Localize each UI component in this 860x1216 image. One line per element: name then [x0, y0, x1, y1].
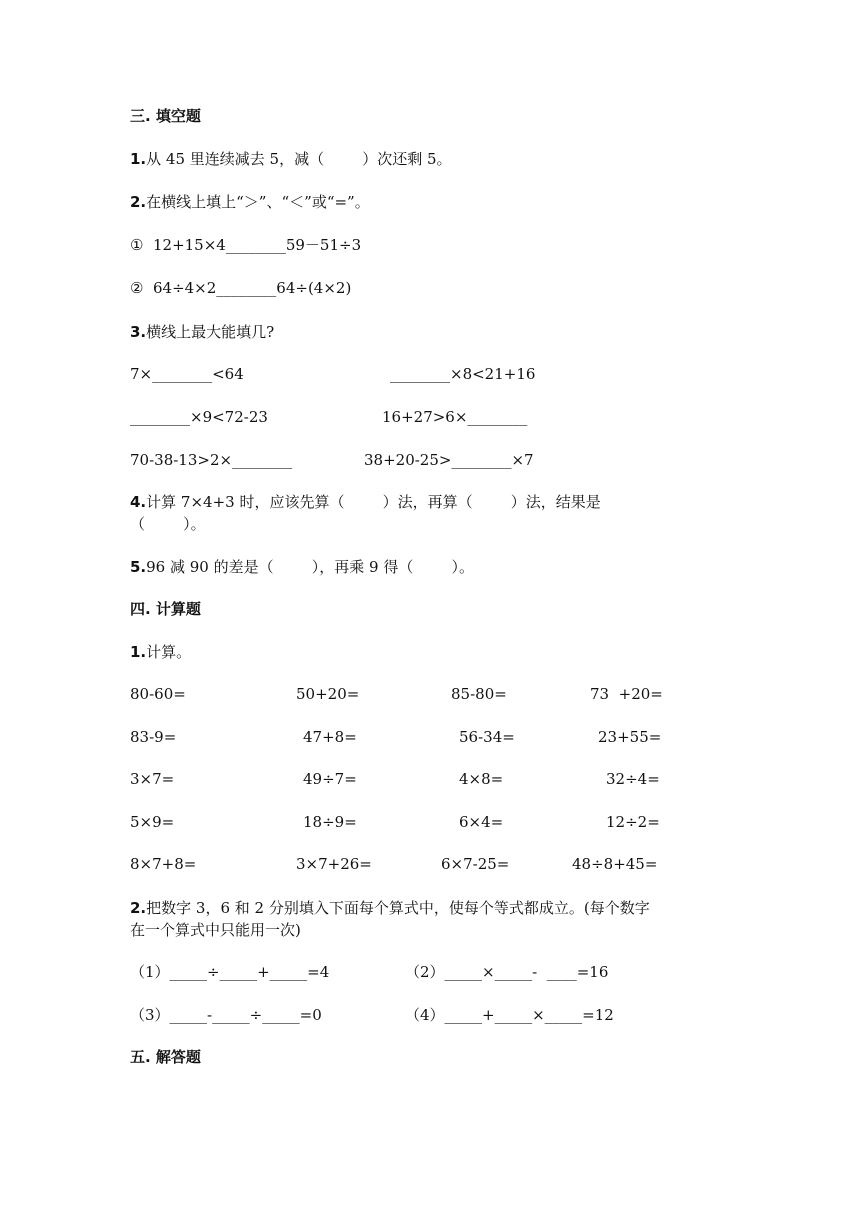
question-text: 在横线上填上“＞”、“＜”或“=”。 [146, 193, 370, 211]
calc-item: 18÷9= [303, 813, 357, 831]
calc-item: 3×7+26= [296, 855, 372, 873]
equation-item: （3）_____-_____÷_____=0 [130, 1006, 322, 1024]
equation-item: （4）_____+_____×_____=12 [405, 1006, 614, 1024]
calc-item: 49÷7= [303, 770, 357, 788]
question-3-2 [130, 192, 370, 212]
question-number: 2. [130, 193, 147, 211]
calc-item: 12÷2= [606, 813, 660, 831]
fill-item: 7×________<64 [130, 365, 244, 383]
calc-item: 3×7= [130, 770, 175, 788]
question-4-2-line2: 在一个算式中只能用一次) [130, 921, 301, 939]
question-4-2 [130, 898, 650, 918]
question-text: 计算。 [146, 643, 192, 661]
calc-item: 73 +20= [590, 685, 663, 703]
calc-item: 56-34= [459, 728, 515, 746]
fill-item: ________×9<72-23 [130, 408, 268, 426]
question-number: 1. [130, 150, 147, 168]
calc-item: 50+20= [296, 685, 360, 703]
question-text: 横线上最大能填几? [146, 323, 275, 341]
question-number: 4. [130, 493, 147, 511]
question-3-1 [130, 149, 452, 169]
calc-item: 32÷4= [606, 770, 660, 788]
question-3-4 [130, 492, 601, 512]
question-text: 96 减 90 的差是（ ），再乘 9 得（ ）。 [146, 558, 474, 576]
calc-item: 8×7+8= [130, 855, 197, 873]
question-text: 从 45 里连续减去 5，减（ ）次还剩 5。 [146, 150, 452, 168]
calc-item: 23+55= [598, 728, 662, 746]
question-4-1 [130, 642, 191, 662]
calc-item: 80-60= [130, 685, 186, 703]
calc-item: 48÷8+45= [572, 855, 658, 873]
equation-item: （2）_____×_____- ____=16 [405, 963, 609, 981]
fill-item: 70-38-13>2×________ [130, 451, 293, 469]
question-3-3 [130, 322, 274, 342]
fill-item: 16+27>6×________ [382, 408, 528, 426]
equation-item: （1）_____÷_____+_____=4 [130, 963, 330, 981]
calc-item: 5×9= [130, 813, 175, 831]
question-number: 1. [130, 643, 147, 661]
calc-item: 4×8= [459, 770, 504, 788]
compare-item-1: ① 12+15×4________59－51÷3 [130, 236, 362, 254]
calc-item: 83-9= [130, 728, 177, 746]
section-3-title: 三. 填空题 [130, 107, 201, 125]
section-5-title: 五. 解答题 [130, 1048, 201, 1066]
question-3-5 [130, 557, 474, 577]
calc-item: 6×4= [459, 813, 504, 831]
question-text: 把数字 3，6 和 2 分别填入下面每个算式中，使每个等式都成立。(每个数字 [146, 899, 650, 917]
compare-item-2: ② 64÷4×2________64÷(4×2) [130, 279, 352, 297]
question-number: 2. [130, 899, 147, 917]
fill-item: ________×8<21+16 [390, 365, 536, 383]
calc-item: 6×7-25= [441, 855, 510, 873]
question-3-4-line2: （ ）。 [130, 515, 206, 533]
calc-item: 47+8= [303, 728, 357, 746]
question-number: 3. [130, 323, 147, 341]
question-number: 5. [130, 558, 147, 576]
question-text: 计算 7×4+3 时，应该先算（ ）法，再算（ ）法，结果是 [146, 493, 601, 511]
fill-item: 38+20-25>________×7 [364, 451, 534, 469]
section-4-title: 四. 计算题 [130, 600, 201, 618]
calc-item: 85-80= [451, 685, 507, 703]
